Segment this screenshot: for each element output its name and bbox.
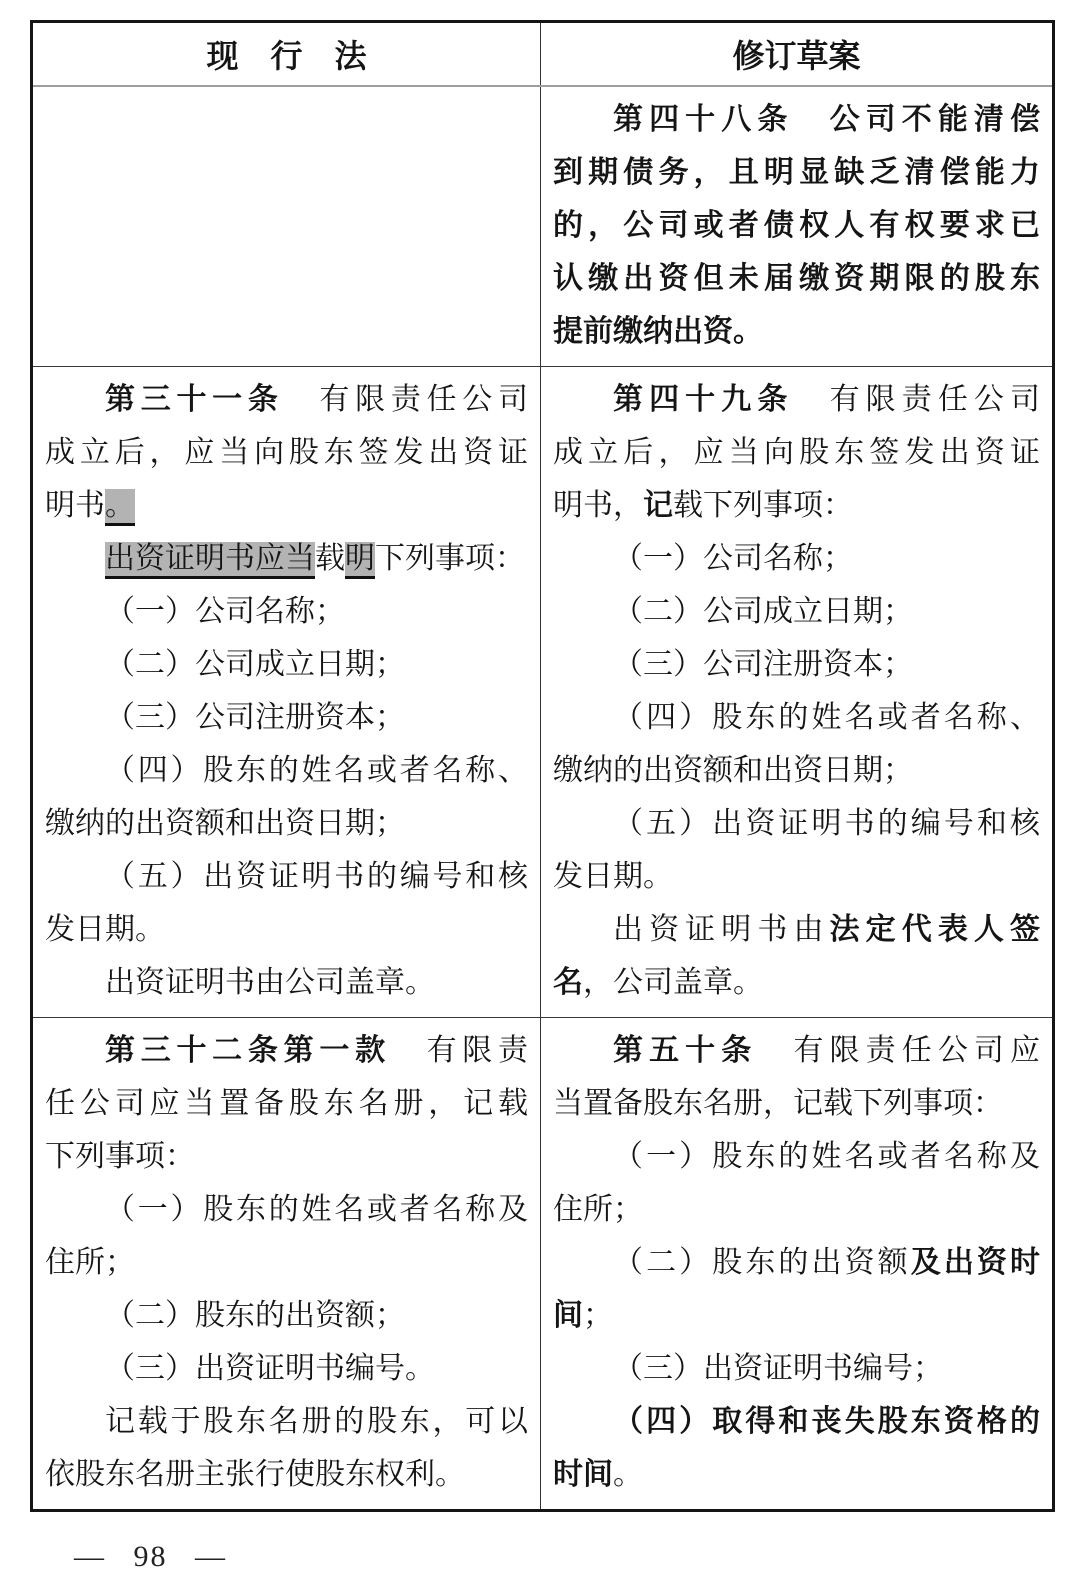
text-segment: ； xyxy=(583,1299,613,1332)
text-line xyxy=(553,850,1040,903)
revised-bold-text: 时间 xyxy=(553,1458,613,1491)
revised-draft-cell xyxy=(541,86,1054,367)
revised-bold-text: 认缴出资但未届缴资期限的股东 xyxy=(553,262,1040,295)
text-line xyxy=(553,426,1040,479)
header-row xyxy=(32,22,1054,87)
text-segment: （四）股东的姓名或者名称、 xyxy=(613,701,1040,734)
text-line xyxy=(553,797,1040,850)
text-line xyxy=(45,1395,528,1448)
text-line xyxy=(45,1289,528,1342)
text-segment: ，公司盖章。 xyxy=(583,966,763,999)
text-segment: （五）出资证明书的编号和核 xyxy=(105,860,528,893)
text-line xyxy=(45,797,528,850)
revised-bold-text: （四）取得和丧失股东资格的 xyxy=(613,1405,1040,1438)
text-line xyxy=(45,426,528,479)
text-segment xyxy=(284,383,320,416)
text-segment: 明书 xyxy=(45,489,105,522)
text-segment: （二）股东的出资额 xyxy=(613,1246,911,1279)
text-line xyxy=(45,1448,528,1501)
text-line xyxy=(45,691,528,744)
text-line xyxy=(553,1289,1040,1342)
current-law-cell xyxy=(32,367,541,1018)
text-line xyxy=(553,1236,1040,1289)
text-segment: （三）出资证明书编号。 xyxy=(105,1352,435,1385)
text-segment: （二）股东的出资额； xyxy=(105,1299,405,1332)
text-line xyxy=(553,956,1040,1009)
deleted-text-highlight: 出资证明书应当 xyxy=(105,542,315,579)
text-line xyxy=(553,1077,1040,1130)
text-line xyxy=(45,479,528,532)
text-segment: 。 xyxy=(613,1458,643,1491)
text-line xyxy=(45,638,528,691)
table-row xyxy=(32,367,1054,1018)
page-number: — 98 — xyxy=(74,1540,227,1573)
text-segment: （一）股东的姓名或者名称及 xyxy=(613,1140,1040,1173)
text-segment: 记载于股东名册的股东，可以 xyxy=(105,1405,528,1438)
revised-bold-text: 提前缴纳出资。 xyxy=(553,315,763,348)
deleted-text-highlight: 。 xyxy=(105,489,135,526)
text-line xyxy=(45,1183,528,1236)
revised-bold-text: 第四十八条 xyxy=(613,103,794,136)
text-line xyxy=(45,585,528,638)
text-segment: （二）公司成立日期； xyxy=(613,595,913,628)
text-segment: 下列事项： xyxy=(375,542,525,575)
text-line xyxy=(45,1077,528,1130)
current-law-cell xyxy=(32,86,541,367)
current-law-cell xyxy=(32,1018,541,1511)
text-segment: （三）出资证明书编号； xyxy=(613,1352,943,1385)
text-segment: 有限责任公司应 xyxy=(793,1034,1041,1067)
revised-bold-text: 第三十二条第一款 xyxy=(105,1034,391,1067)
revised-bold-text: 第四十九条 xyxy=(613,383,794,416)
text-segment: 有限责 xyxy=(426,1034,529,1067)
text-line xyxy=(553,1183,1040,1236)
page-footer xyxy=(30,1540,1052,1574)
text-line xyxy=(45,903,528,956)
text-segment: 明书， xyxy=(553,489,643,522)
text-line xyxy=(553,146,1040,199)
text-segment: 当置备股东名册，记载下列事项： xyxy=(553,1087,1003,1120)
revised-bold-text: 第五十条 xyxy=(613,1034,758,1067)
revised-draft-cell xyxy=(541,1018,1054,1511)
text-line xyxy=(553,252,1040,305)
text-segment: 住所； xyxy=(45,1246,135,1279)
text-line xyxy=(45,850,528,903)
revised-bold-text xyxy=(793,103,829,136)
text-line xyxy=(553,199,1040,252)
revised-bold-text: 到期债务，且明显缺乏清偿能力 xyxy=(553,156,1040,189)
text-line xyxy=(45,744,528,797)
text-line xyxy=(553,1448,1040,1501)
deleted-text-highlight: 明 xyxy=(345,542,375,579)
text-segment: 成立后，应当向股东签发出资证 xyxy=(553,436,1040,469)
text-line xyxy=(553,93,1040,146)
text-line xyxy=(553,744,1040,797)
text-segment: 成立后，应当向股东签发出资证 xyxy=(45,436,528,469)
table-row xyxy=(32,1018,1054,1511)
text-segment xyxy=(757,1034,793,1067)
text-line xyxy=(45,1130,528,1183)
text-line xyxy=(45,373,528,426)
revised-bold-text: 公司不能清偿 xyxy=(829,103,1041,136)
text-segment: （一）股东的姓名或者名称及 xyxy=(105,1193,528,1226)
text-segment: 任公司应当置备股东名册，记载 xyxy=(45,1087,528,1120)
text-line xyxy=(553,585,1040,638)
text-line xyxy=(553,532,1040,585)
table-row xyxy=(32,86,1054,367)
revised-bold-text: 名 xyxy=(553,966,583,999)
revised-bold-text: 记 xyxy=(643,489,673,522)
text-segment: 缴纳的出资额和出资日期； xyxy=(45,807,405,840)
text-segment xyxy=(793,383,829,416)
text-segment: （三）公司注册资本； xyxy=(613,648,913,681)
text-line xyxy=(45,1024,528,1077)
text-segment: 下列事项： xyxy=(45,1140,195,1173)
text-segment: 缴纳的出资额和出资日期； xyxy=(553,754,913,787)
text-segment xyxy=(391,1034,427,1067)
text-line xyxy=(553,1024,1040,1077)
text-line xyxy=(553,691,1040,744)
text-segment: 载下列事项： xyxy=(673,489,853,522)
text-line xyxy=(553,903,1040,956)
text-segment: 出资证明书由公司盖章。 xyxy=(105,966,435,999)
text-segment: （四）股东的姓名或者名称、 xyxy=(105,754,528,787)
text-segment: 有限责任公司 xyxy=(829,383,1041,416)
text-line xyxy=(553,1130,1040,1183)
text-line xyxy=(553,373,1040,426)
text-line xyxy=(553,638,1040,691)
text-segment: （二）公司成立日期； xyxy=(105,648,405,681)
revised-bold-text: 法定代表人签 xyxy=(829,913,1041,946)
table-header xyxy=(32,22,1054,87)
text-segment: 依股东名册主张行使股东权利。 xyxy=(45,1458,465,1491)
law-comparison-table xyxy=(30,20,1055,1512)
revised-draft-cell xyxy=(541,367,1054,1018)
text-segment: 住所； xyxy=(553,1193,643,1226)
text-line xyxy=(553,1395,1040,1448)
text-segment: （五）出资证明书的编号和核 xyxy=(613,807,1040,840)
text-line xyxy=(45,532,528,585)
text-segment: 载 xyxy=(315,542,345,575)
revised-bold-text: 间 xyxy=(553,1299,583,1332)
revised-bold-text: 第三十一条 xyxy=(105,383,284,416)
text-line xyxy=(45,1342,528,1395)
text-line xyxy=(553,305,1040,358)
comparison-table-body xyxy=(32,86,1054,1511)
text-line xyxy=(553,479,1040,532)
text-segment: 有限责任公司 xyxy=(319,383,529,416)
header-current-law: 现 行 法 xyxy=(32,22,541,87)
revised-bold-text: 及出资时 xyxy=(910,1246,1040,1279)
text-segment: （一）公司名称； xyxy=(613,542,853,575)
revised-bold-text: 的，公司或者债权人有权要求已 xyxy=(553,209,1040,242)
text-segment: 发日期。 xyxy=(45,913,165,946)
header-revised-draft: 修订草案 xyxy=(541,22,1054,87)
text-line xyxy=(553,1342,1040,1395)
text-segment: （一）公司名称； xyxy=(105,595,345,628)
text-segment: 发日期。 xyxy=(553,860,673,893)
text-segment: 出资证明书由 xyxy=(613,913,830,946)
text-segment: （三）公司注册资本； xyxy=(105,701,405,734)
text-line xyxy=(45,1236,528,1289)
text-line xyxy=(45,956,528,1009)
